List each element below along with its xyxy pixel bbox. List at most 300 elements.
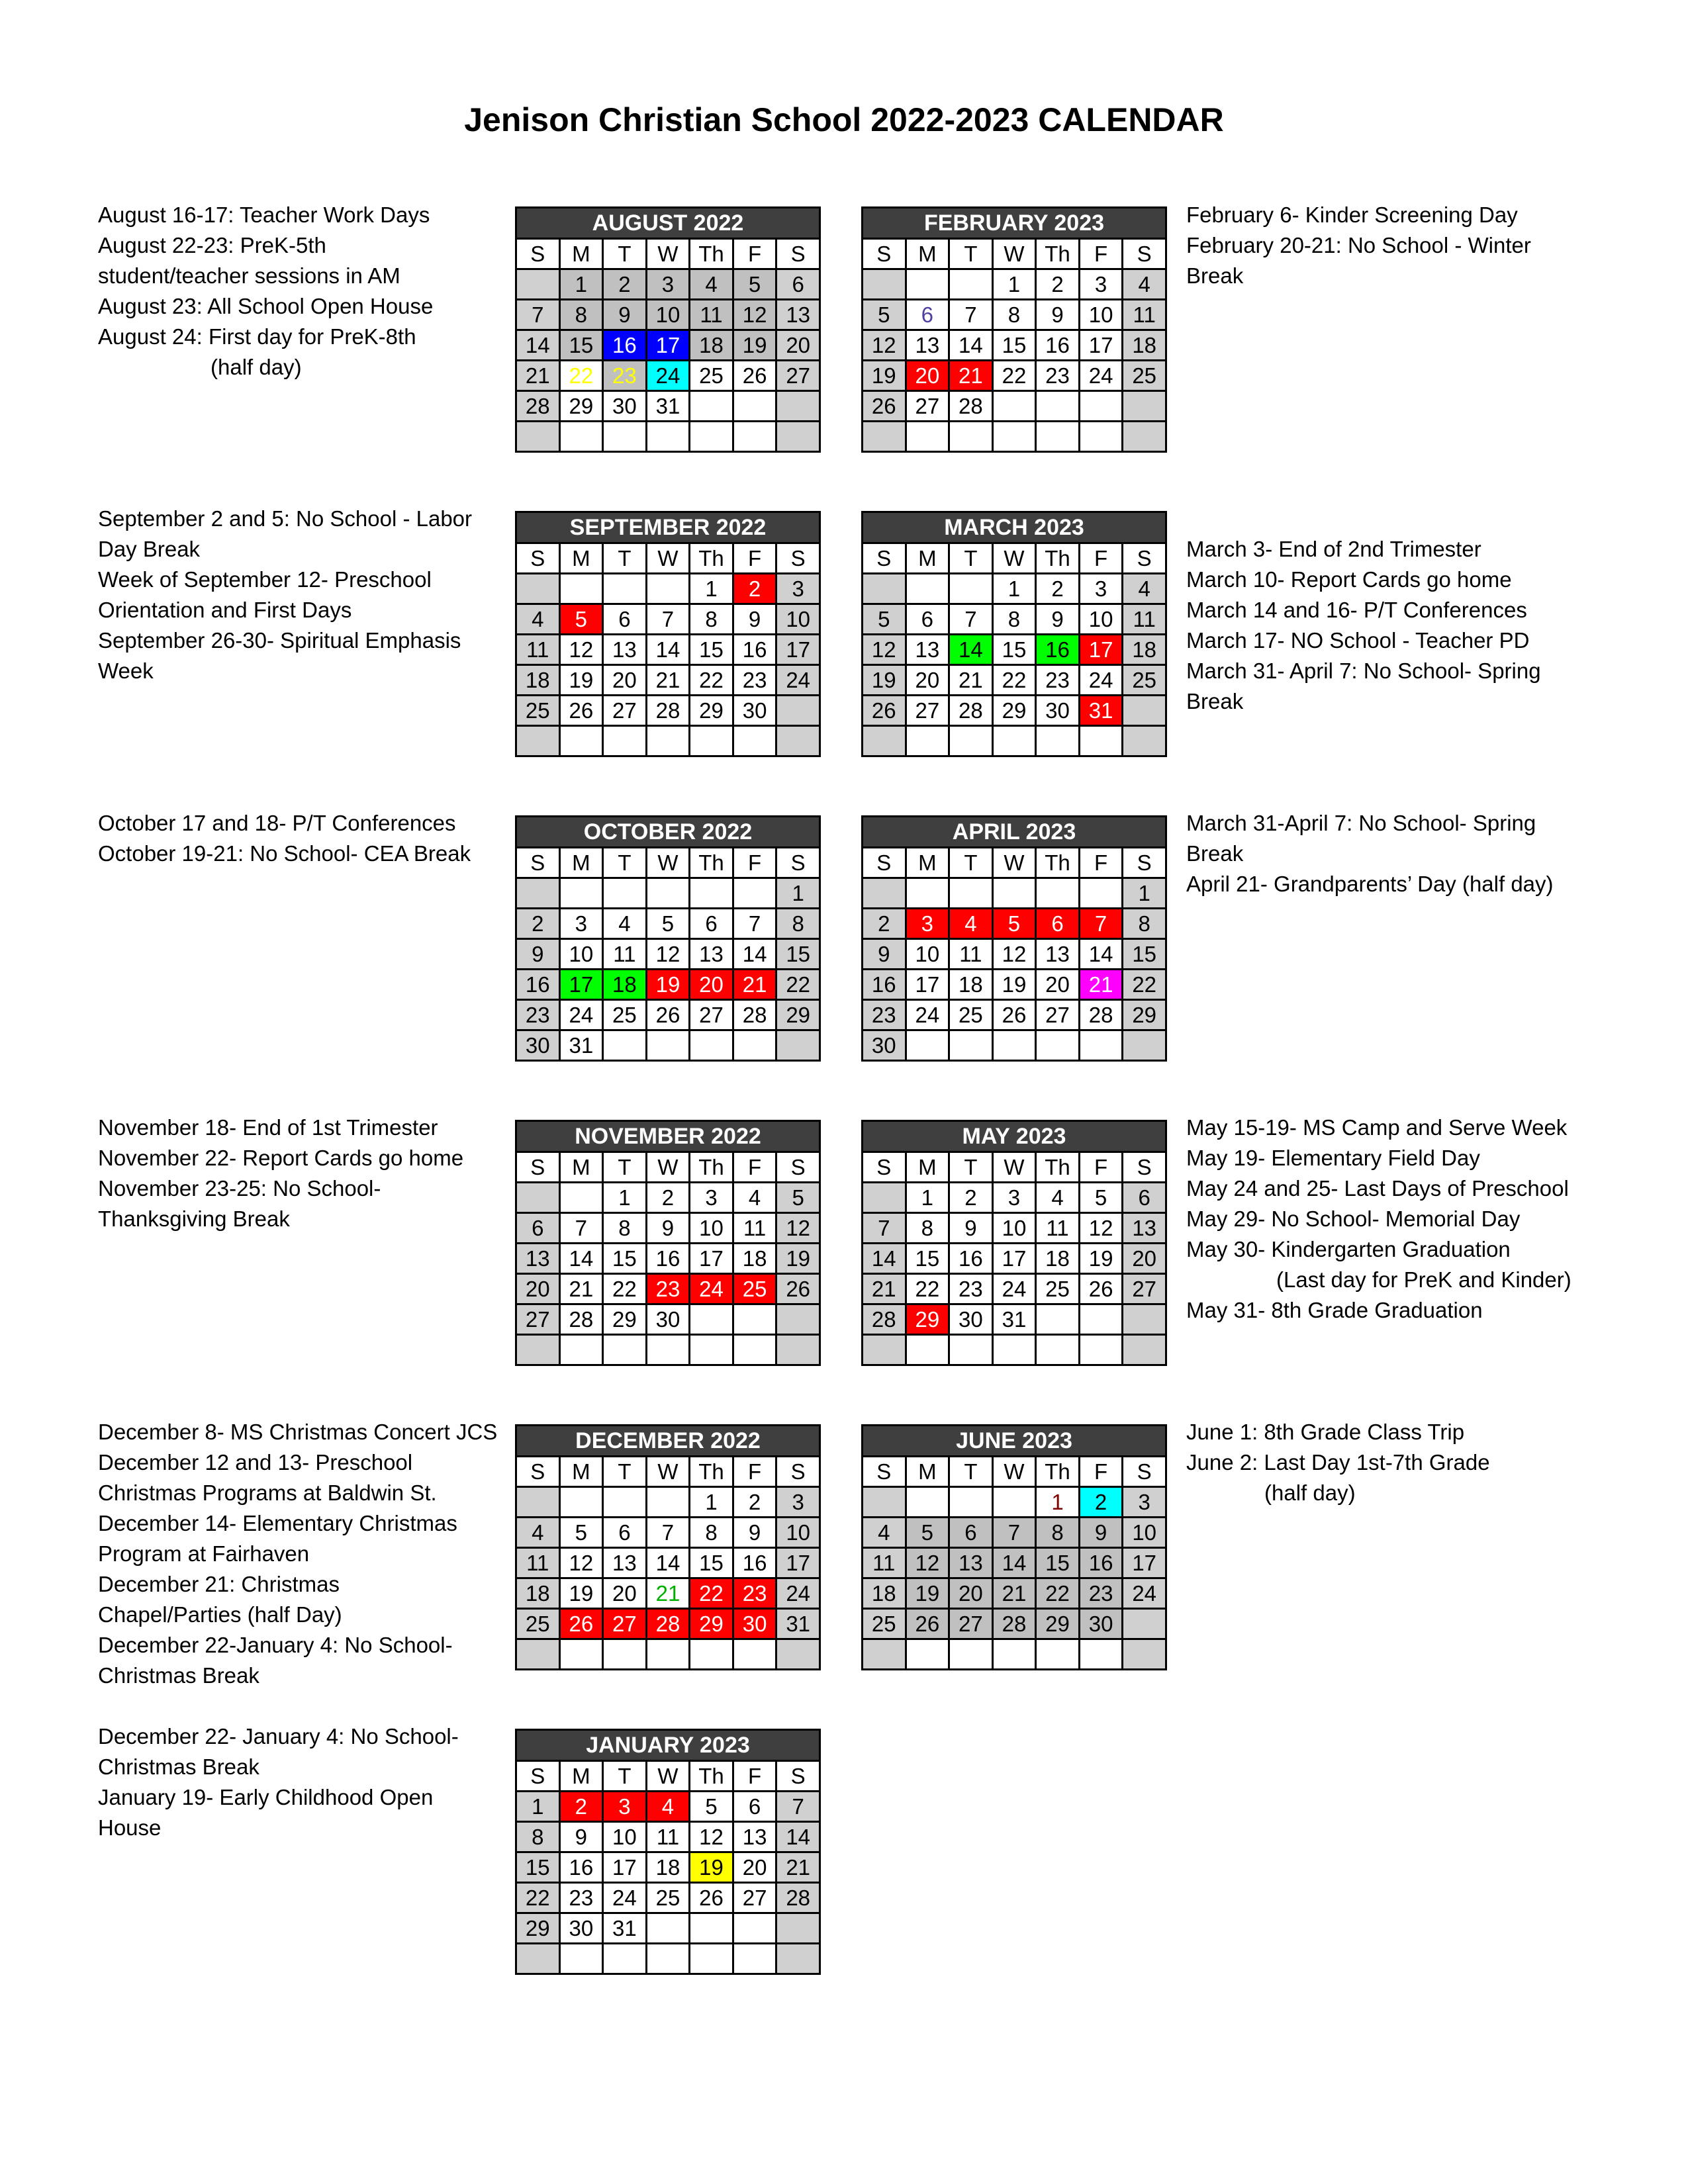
empty-day-cell [992,1487,1036,1518]
day-of-week-header: M [559,1457,603,1487]
note-line: (half day) [211,355,302,379]
note-line: Break [1186,263,1244,288]
day-cell: 19 [863,665,906,696]
day-cell: 27 [516,1304,560,1335]
day-cell: 16 [1079,1548,1123,1578]
day-cell: 14 [646,635,690,665]
day-cell: 17 [1079,635,1123,665]
day-cell: 11 [949,939,993,970]
day-cell: 17 [559,970,603,1000]
day-of-week-header: Th [1036,239,1080,269]
day-cell: 21 [863,1274,906,1304]
note-line: (Last day for PreK and Kinder) [1276,1267,1571,1292]
day-of-week-header: S [863,543,906,574]
empty-day-cell [776,1639,820,1670]
day-cell: 12 [559,635,603,665]
page-title: Jenison Christian School 2022-2023 CALENDAR [464,101,1224,138]
day-cell: 30 [949,1304,993,1335]
empty-day-cell [690,422,733,452]
day-cell: 17 [646,330,690,361]
day-cell: 22 [1036,1578,1080,1609]
empty-day-cell [516,1944,560,1974]
day-cell: 15 [690,1548,733,1578]
note-line: February 20-21: No School - Winter [1186,233,1531,257]
day-cell: 4 [690,269,733,300]
day-cell: 13 [906,635,949,665]
notes-june [1186,1417,1636,1508]
empty-day-cell [1123,696,1166,726]
day-cell: 23 [733,665,776,696]
day-cell: 22 [516,1883,560,1913]
day-cell: 15 [1123,939,1166,970]
notes-december [98,1417,508,1691]
week-row [516,1487,820,1518]
empty-day-cell [776,1913,820,1944]
note-line: March 10- Report Cards go home [1186,567,1512,592]
day-cell: 13 [776,300,820,330]
note-line: October 17 and 18- P/T Conferences [98,811,456,835]
week-row [516,269,820,300]
week-row [516,1883,820,1913]
day-cell: 30 [516,1030,560,1061]
empty-day-cell [559,726,603,756]
empty-day-cell [992,422,1036,452]
day-cell: 31 [646,391,690,422]
day-cell: 30 [733,1609,776,1639]
day-of-week-header: Th [690,239,733,269]
day-of-week-header: T [949,1457,993,1487]
day-cell: 25 [863,1609,906,1639]
day-of-week-header: S [1123,1457,1166,1487]
day-cell: 5 [992,909,1036,939]
note-line: April 21- Grandparents’ Day (half day) [1186,872,1554,896]
day-cell: 24 [1079,361,1123,391]
day-cell: 7 [559,1213,603,1244]
day-cell: 8 [516,1822,560,1852]
empty-day-cell [1079,1335,1123,1365]
day-cell: 19 [559,665,603,696]
empty-day-cell [863,1639,906,1670]
day-cell: 15 [1036,1548,1080,1578]
day-cell: 3 [1123,1487,1166,1518]
day-cell: 6 [516,1213,560,1244]
day-cell: 22 [690,665,733,696]
day-of-week-header: T [603,1152,647,1183]
empty-day-cell [516,1639,560,1670]
day-cell: 6 [733,1792,776,1822]
note-line: May 31- 8th Grade Graduation [1186,1298,1483,1322]
day-of-week-header: F [733,1761,776,1792]
day-cell: 25 [949,1000,993,1030]
calendar-june-2023 [861,1424,1167,1670]
empty-day-cell [603,1335,647,1365]
day-cell: 18 [863,1578,906,1609]
empty-day-cell [776,391,820,422]
day-of-week-header: W [992,239,1036,269]
notes-november [98,1113,508,1234]
empty-day-cell [690,1639,733,1670]
day-of-week-header: T [949,1152,993,1183]
day-cell: 21 [516,361,560,391]
day-cell: 16 [733,635,776,665]
day-cell: 20 [690,970,733,1000]
day-cell: 11 [516,1548,560,1578]
day-cell: 8 [1036,1518,1080,1548]
day-of-week-header: F [1079,239,1123,269]
note-line: June 2: Last Day 1st-7th Grade [1186,1450,1490,1475]
month-title: JANUARY 2023 [516,1730,820,1761]
day-cell: 13 [1036,939,1080,970]
empty-day-cell [646,422,690,452]
day-of-week-header: Th [1036,1457,1080,1487]
day-cell: 8 [603,1213,647,1244]
day-cell: 19 [992,970,1036,1000]
week-row [516,1578,820,1609]
day-cell: 15 [992,330,1036,361]
calendar-february-2023 [861,206,1167,453]
day-cell: 31 [992,1304,1036,1335]
note-line: September 2 and 5: No School - Labor [98,506,473,531]
empty-day-cell [863,1183,906,1213]
empty-day-cell [906,1639,949,1670]
note-line: March 31- April 7: No School- Spring [1186,659,1541,683]
day-cell: 9 [1079,1518,1123,1548]
day-cell: 10 [776,604,820,635]
day-cell: 3 [690,1183,733,1213]
day-cell: 7 [1079,909,1123,939]
note-line: Week of September 12- Preschool [98,567,432,592]
note-line: February 6- Kinder Screening Day [1186,203,1518,227]
empty-day-cell [949,1335,993,1365]
month-title: APRIL 2023 [863,817,1166,848]
week-row [516,1548,820,1578]
day-of-week-header: T [949,239,993,269]
empty-day-cell [603,1944,647,1974]
week-row [516,1183,820,1213]
empty-day-cell [690,726,733,756]
day-cell: 17 [776,635,820,665]
week-row [863,1000,1166,1030]
week-row [516,726,820,756]
empty-day-cell [733,1030,776,1061]
day-cell: 5 [906,1518,949,1548]
day-cell: 23 [733,1578,776,1609]
empty-day-cell [1036,1030,1080,1061]
empty-day-cell [949,422,993,452]
day-cell: 21 [559,1274,603,1304]
day-cell: 31 [776,1609,820,1639]
day-cell: 21 [733,970,776,1000]
empty-day-cell [1123,1030,1166,1061]
day-cell: 2 [1079,1487,1123,1518]
day-cell: 14 [646,1548,690,1578]
note-line: Orientation and First Days [98,598,352,622]
note-line: August 23: All School Open House [98,294,434,318]
day-cell: 18 [516,1578,560,1609]
day-cell: 24 [906,1000,949,1030]
empty-day-cell [1036,1639,1080,1670]
day-cell: 22 [1123,970,1166,1000]
day-cell: 7 [733,909,776,939]
day-cell: 20 [603,1578,647,1609]
day-cell: 6 [776,269,820,300]
empty-day-cell [559,422,603,452]
empty-day-cell [1036,1304,1080,1335]
day-cell: 13 [906,330,949,361]
empty-day-cell [906,574,949,604]
day-cell: 28 [733,1000,776,1030]
note-line: May 30- Kindergarten Graduation [1186,1237,1511,1261]
day-cell: 26 [906,1609,949,1639]
empty-day-cell [1079,878,1123,909]
empty-day-cell [1036,726,1080,756]
day-cell: 7 [863,1213,906,1244]
day-cell: 22 [906,1274,949,1304]
day-cell: 24 [776,1578,820,1609]
empty-day-cell [646,878,690,909]
day-cell: 18 [949,970,993,1000]
day-cell: 1 [516,1792,560,1822]
calendar-january-2023 [515,1729,821,1975]
day-cell: 20 [1036,970,1080,1000]
empty-day-cell [733,391,776,422]
day-cell: 7 [949,604,993,635]
day-cell: 8 [690,1518,733,1548]
empty-day-cell [559,878,603,909]
empty-day-cell [776,726,820,756]
note-line: August 24: First day for PreK-8th [98,324,416,349]
empty-day-cell [906,269,949,300]
week-row [516,391,820,422]
empty-day-cell [1079,1639,1123,1670]
note-line: Christmas Break [98,1663,259,1688]
empty-day-cell [603,574,647,604]
day-of-week-header: S [776,239,820,269]
day-cell: 29 [603,1304,647,1335]
empty-day-cell [906,726,949,756]
day-cell: 27 [906,391,949,422]
day-cell: 21 [776,1852,820,1883]
day-cell: 27 [603,696,647,726]
day-cell: 3 [1079,574,1123,604]
day-cell: 16 [559,1852,603,1883]
day-of-week-header: F [733,239,776,269]
day-cell: 11 [516,635,560,665]
day-cell: 25 [516,1609,560,1639]
day-of-week-header: T [949,543,993,574]
week-row [516,1639,820,1670]
week-row [863,1578,1166,1609]
day-of-week-header: M [559,1761,603,1792]
week-row [863,909,1166,939]
day-cell: 23 [559,1883,603,1913]
empty-day-cell [863,269,906,300]
day-of-week-header: M [906,239,949,269]
day-cell: 2 [733,574,776,604]
empty-day-cell [1123,1639,1166,1670]
day-cell: 21 [949,665,993,696]
day-cell: 12 [906,1548,949,1578]
day-cell: 28 [646,696,690,726]
day-cell: 26 [559,1609,603,1639]
note-line: December 22- January 4: No School- [98,1724,459,1749]
day-cell: 23 [1079,1578,1123,1609]
day-cell: 17 [992,1244,1036,1274]
day-cell: 15 [603,1244,647,1274]
day-cell: 29 [559,391,603,422]
empty-day-cell [1123,391,1166,422]
day-cell: 5 [559,1518,603,1548]
week-row [863,604,1166,635]
day-cell: 13 [690,939,733,970]
week-row [516,1000,820,1030]
empty-day-cell [690,878,733,909]
empty-day-cell [949,574,993,604]
day-cell: 25 [603,1000,647,1030]
day-cell: 10 [1079,604,1123,635]
calendar-december-2022 [515,1424,821,1670]
day-cell: 11 [603,939,647,970]
day-of-week-header: W [992,543,1036,574]
day-cell: 6 [1036,909,1080,939]
day-cell: 4 [1123,574,1166,604]
note-line: (half day) [1264,1480,1356,1505]
empty-day-cell [603,878,647,909]
day-of-week-header: S [776,1457,820,1487]
empty-day-cell [733,1335,776,1365]
day-cell: 27 [733,1883,776,1913]
day-of-week-header: F [733,848,776,878]
day-cell: 1 [1123,878,1166,909]
day-cell: 29 [690,696,733,726]
day-of-week-header: T [603,848,647,878]
day-cell: 28 [559,1304,603,1335]
empty-day-cell [690,1304,733,1335]
day-cell: 27 [906,696,949,726]
day-cell: 17 [1079,330,1123,361]
day-cell: 10 [559,939,603,970]
empty-day-cell [906,1030,949,1061]
empty-day-cell [733,1639,776,1670]
empty-day-cell [733,1304,776,1335]
day-cell: 18 [690,330,733,361]
week-row [516,604,820,635]
day-cell: 25 [1123,361,1166,391]
empty-day-cell [603,1639,647,1670]
day-cell: 24 [992,1274,1036,1304]
notes-april [1186,808,1636,899]
day-cell: 1 [776,878,820,909]
day-cell: 15 [559,330,603,361]
day-cell: 9 [733,1518,776,1548]
note-line: May 15-19- MS Camp and Serve Week [1186,1115,1568,1140]
day-cell: 9 [603,300,647,330]
empty-day-cell [1036,391,1080,422]
note-line: December 12 and 13- Preschool [98,1450,413,1475]
day-cell: 23 [863,1000,906,1030]
day-cell: 22 [992,361,1036,391]
empty-day-cell [516,1335,560,1365]
empty-day-cell [559,1335,603,1365]
empty-day-cell [992,1335,1036,1365]
day-of-week-header: S [776,848,820,878]
note-line: December 14- Elementary Christmas [98,1511,457,1535]
day-cell: 11 [1123,604,1166,635]
empty-day-cell [776,696,820,726]
empty-day-cell [646,1335,690,1365]
day-cell: 6 [690,909,733,939]
day-cell: 20 [1123,1244,1166,1274]
week-row [516,1274,820,1304]
week-row [516,1244,820,1274]
day-of-week-header: Th [690,1457,733,1487]
empty-day-cell [690,1913,733,1944]
note-line: December 22-January 4: No School- [98,1633,453,1657]
day-cell: 9 [733,604,776,635]
day-cell: 12 [863,635,906,665]
empty-day-cell [1079,1304,1123,1335]
empty-day-cell [646,1030,690,1061]
empty-day-cell [646,1487,690,1518]
empty-day-cell [949,1487,993,1518]
day-cell: 17 [603,1852,647,1883]
day-cell: 16 [949,1244,993,1274]
day-cell: 11 [863,1548,906,1578]
day-of-week-header: W [992,848,1036,878]
day-cell: 28 [1079,1000,1123,1030]
day-cell: 16 [733,1548,776,1578]
day-cell: 10 [906,939,949,970]
note-line: December 8- MS Christmas Concert JCS [98,1420,498,1444]
notes-march [1186,534,1636,717]
day-cell: 11 [646,1822,690,1852]
day-cell: 4 [1036,1183,1080,1213]
day-cell: 26 [1079,1274,1123,1304]
day-cell: 25 [733,1274,776,1304]
day-cell: 5 [733,269,776,300]
day-cell: 1 [690,1487,733,1518]
month-title: MARCH 2023 [863,512,1166,543]
day-cell: 20 [733,1852,776,1883]
day-cell: 19 [906,1578,949,1609]
empty-day-cell [992,1639,1036,1670]
week-row [516,970,820,1000]
day-of-week-header: S [863,239,906,269]
note-line: Break [1186,689,1244,713]
day-of-week-header: S [1123,239,1166,269]
day-cell: 13 [516,1244,560,1274]
day-cell: 3 [776,1487,820,1518]
calendar-september-2022 [515,511,821,757]
empty-day-cell [690,1030,733,1061]
day-cell: 30 [733,696,776,726]
week-row [863,1274,1166,1304]
month-title: JUNE 2023 [863,1426,1166,1457]
week-row [516,1913,820,1944]
day-of-week-header: Th [690,1152,733,1183]
day-cell: 12 [646,939,690,970]
day-cell: 6 [949,1518,993,1548]
empty-day-cell [646,1944,690,1974]
day-of-week-header: T [603,1457,647,1487]
note-line: May 24 and 25- Last Days of Preschool [1186,1176,1569,1201]
empty-day-cell [559,1487,603,1518]
day-of-week-header: F [1079,543,1123,574]
note-line: Chapel/Parties (half Day) [98,1602,342,1627]
week-row [863,1304,1166,1335]
week-row [863,1518,1166,1548]
day-cell: 15 [516,1852,560,1883]
